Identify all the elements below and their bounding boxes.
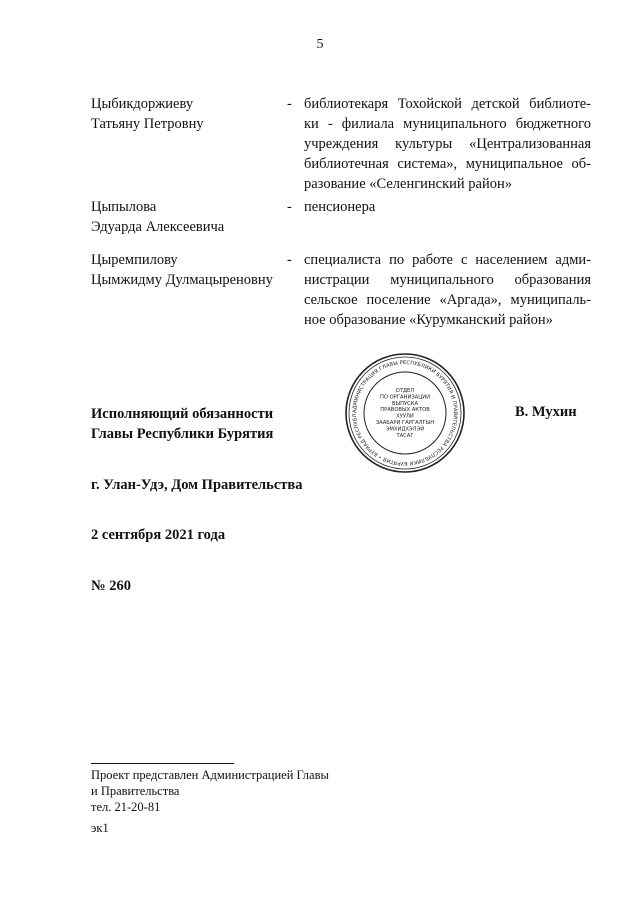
seal-text-line: ПРАВОВЫХ АКТОВ [380,407,430,414]
dash: - [287,199,292,215]
seal-text-line: ОТДЕЛ [395,388,415,394]
person-description: библиотекаря Тохойской детской библиоте- ки - филиала муниципального бюджетного учреждения культуры «Централизованная библиотечная система», муниципальное об- разование «Селенгинский район» [304,96,591,192]
seal-text-line: ПО ОРГАНИЗАЦИИ [379,394,431,401]
seal-text-line: ТАСАГ [396,432,414,439]
seal-text-line: ВЫПУСКА [391,400,419,407]
person-name: Цыремпилову Цымжидму Дулмацыреновну [91,252,273,288]
official-seal [344,352,466,474]
dash: - [287,96,292,112]
document-code: эк1 [91,821,109,835]
footnote-divider [91,763,234,764]
person-description: пенсионера [304,199,376,215]
svg-text:АДМИНИСТРАЦИЯ ГЛАВЫ РЕСПУБЛИКИ: АДМИНИСТРАЦИЯ ГЛАВЫ РЕСПУБЛИКИ БУРЯТИЯ И ПРАВИТЕЛЬСТВА РЕСПУБЛИКИ БУРЯТИЯ • БУРЯАД РЕСПУБЛ [351,359,459,467]
signatory-name: В. Мухин [515,404,577,420]
person-name: Цыпылова Эдуарда Алексеевича [91,199,225,235]
signing-date: 2 сентября 2021 года [91,527,226,543]
footnote: Проект представлен Администрацией Главы и Правительства тел. 21-20-81 [91,768,329,814]
seal-text-line: ЭМХИДХЭЛЭЙ [385,426,425,433]
dash: - [287,252,292,268]
person-name: Цыбикдоржиеву Татьяну Петровну [91,96,204,132]
document-number: № 260 [91,578,131,594]
signing-place: г. Улан-Удэ, Дом Правительства [91,477,303,493]
seal-text-line: ХУУЛИ [396,413,414,420]
page-number: 5 [316,37,324,52]
signatory-title: Исполняющий обязанности Главы Республики Бурятия [91,406,274,442]
seal-text-line: ЗААБАРИ ГАРГАЛГЫН [375,420,435,426]
person-description: специалиста по работе с населением адми- нистрации муниципального образования сельское поселение «Аргада», муниципаль- ное образование «Курумканский район» [304,252,591,328]
